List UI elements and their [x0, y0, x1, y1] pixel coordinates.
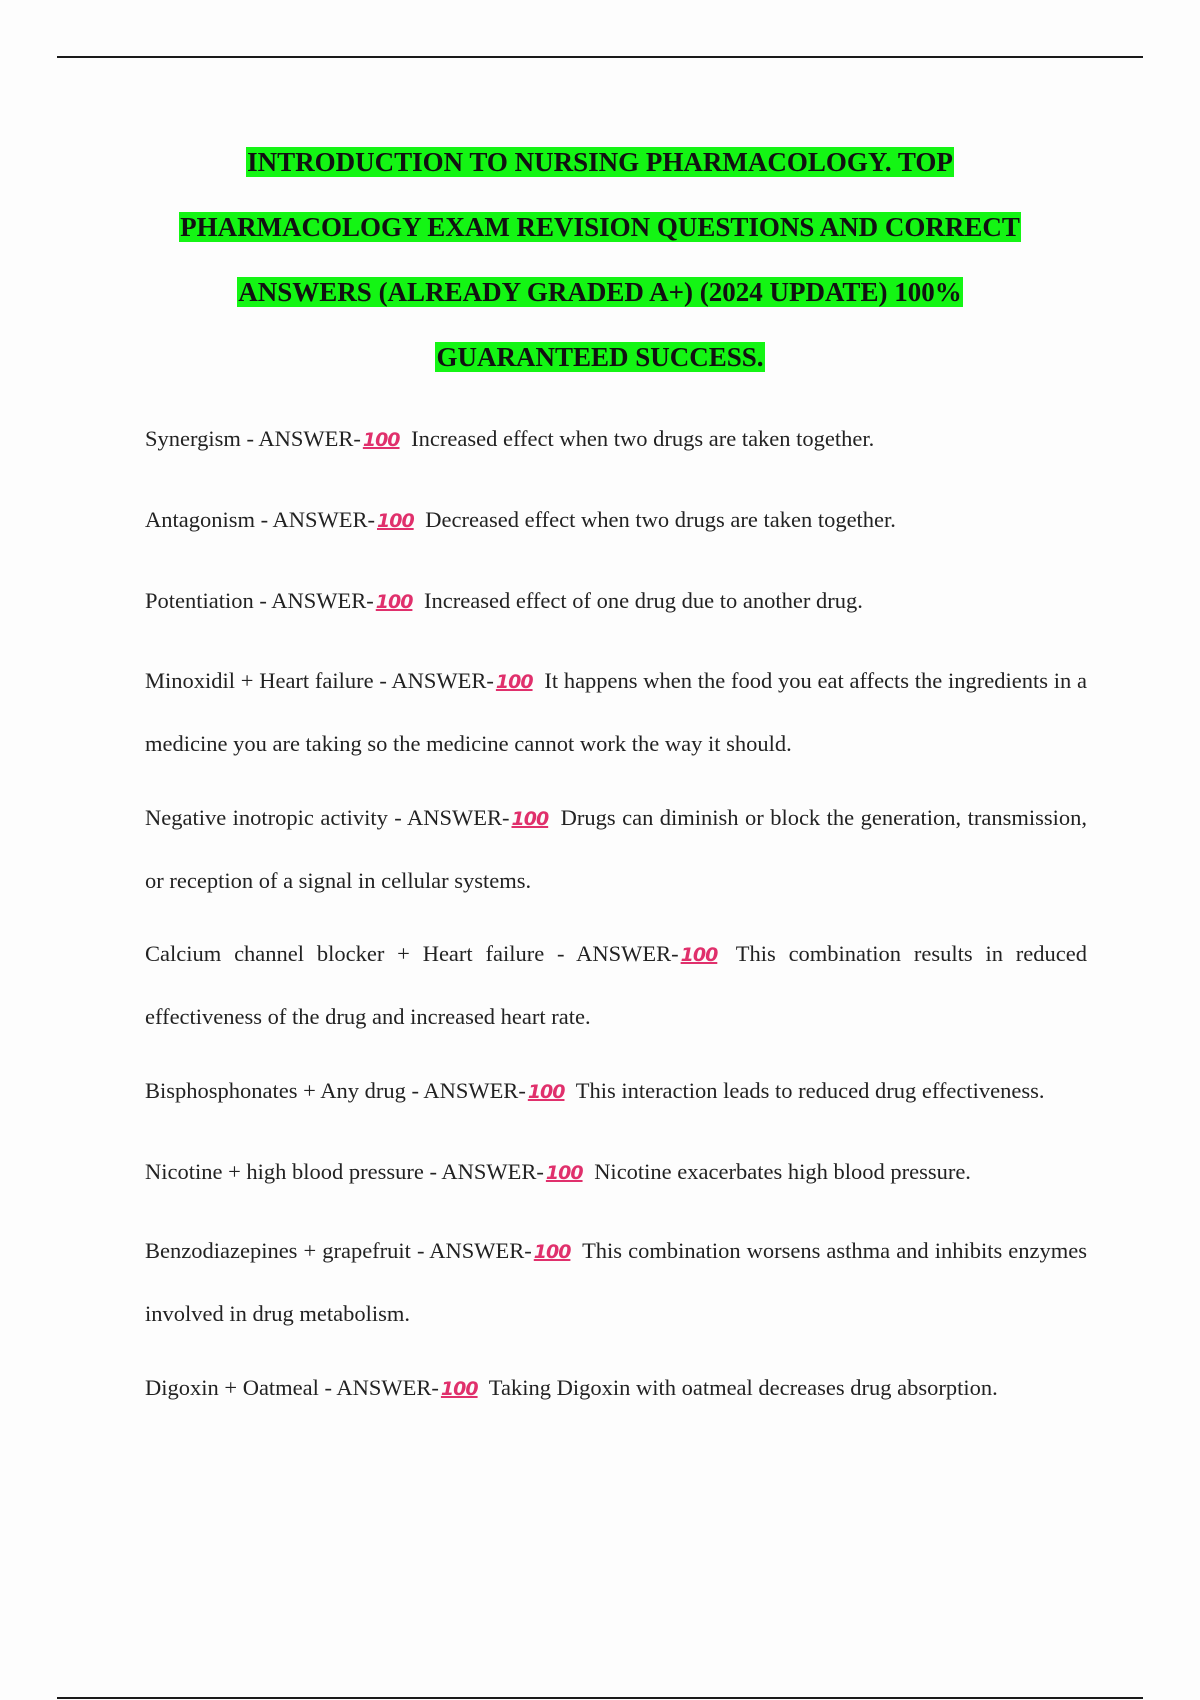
title-line: ANSWERS (ALREADY GRADED A+) (2024 UPDATE) 100% — [238, 277, 962, 307]
qa-answer: Increased effect when two drugs are taken together. — [411, 426, 875, 451]
hundred-points-icon: 100 — [533, 1241, 571, 1263]
qa-term: Minoxidil + Heart failure - ANSWER- — [145, 668, 494, 693]
title-line: INTRODUCTION TO NURSING PHARMACOLOGY. TOP — [247, 147, 953, 177]
hundred-points-icon: 100 — [527, 1081, 565, 1103]
qa-answer: Increased effect of one drug due to another drug. — [424, 588, 863, 613]
qa-answer: It happens when the food you eat affects the ingredients in a medicine you are taking so the medicine cannot work the way it should. — [145, 668, 1088, 756]
hundred-points-icon: 100 — [375, 591, 413, 613]
qa-answer: Decreased effect when two drugs are taken together. — [425, 507, 896, 532]
bottom-rule — [57, 1697, 1143, 1699]
qa-item — [145, 787, 1087, 911]
qa-answer: Taking Digoxin with oatmeal decreases drug absorption. — [488, 1375, 998, 1400]
qa-answer: This combination worsens asthma and inhibits enzymes involved in drug metabolism. — [145, 1238, 1087, 1326]
qa-term: Calcium channel blocker + Heart failure - ANSWER- — [145, 941, 679, 966]
qa-term: Negative inotropic activity - ANSWER- — [145, 805, 510, 830]
qa-answer: Drugs can diminish or block the generation, transmission, or reception of a signal in cellular systems. — [145, 805, 1087, 893]
hundred-points-icon: 100 — [495, 671, 533, 693]
qa-item — [145, 650, 1087, 774]
qa-item — [145, 1357, 1087, 1420]
qa-term: Synergism - ANSWER- — [145, 426, 361, 451]
qa-term: Potentiation - ANSWER- — [145, 588, 374, 613]
title-line: PHARMACOLOGY EXAM REVISION QUESTIONS AND CORRECT — [180, 212, 1020, 242]
document-title — [100, 130, 1100, 390]
qa-term: Antagonism - ANSWER- — [145, 507, 375, 532]
top-rule — [57, 56, 1143, 58]
hundred-points-icon: 100 — [362, 429, 400, 451]
title-line: GUARANTEED SUCCESS. — [436, 342, 764, 372]
hundred-points-icon: 100 — [545, 1162, 583, 1184]
qa-term: Bisphosphonates + Any drug - ANSWER- — [145, 1078, 526, 1103]
hundred-points-icon: 100 — [511, 808, 549, 830]
qa-item — [145, 923, 1087, 1047]
qa-answer: This interaction leads to reduced drug effectiveness. — [575, 1078, 1045, 1103]
hundred-points-icon: 100 — [680, 944, 718, 966]
qa-item — [145, 570, 1087, 633]
qa-answer: Nicotine exacerbates high blood pressure. — [594, 1159, 971, 1184]
qa-term: Benzodiazepines + grapefruit - ANSWER- — [145, 1238, 532, 1263]
qa-item — [145, 1141, 1087, 1204]
hundred-points-icon: 100 — [440, 1378, 478, 1400]
qa-item — [145, 1060, 1087, 1123]
hundred-points-icon: 100 — [377, 510, 414, 532]
qa-item — [145, 408, 1087, 471]
qa-term: Digoxin + Oatmeal - ANSWER- — [145, 1375, 439, 1400]
qa-term: Nicotine + high blood pressure - ANSWER- — [145, 1159, 544, 1184]
qa-answer: This combination results in reduced effectiveness of the drug and increased heart rate. — [145, 941, 1087, 1029]
qa-item — [145, 489, 1087, 552]
qa-item — [145, 1220, 1087, 1344]
